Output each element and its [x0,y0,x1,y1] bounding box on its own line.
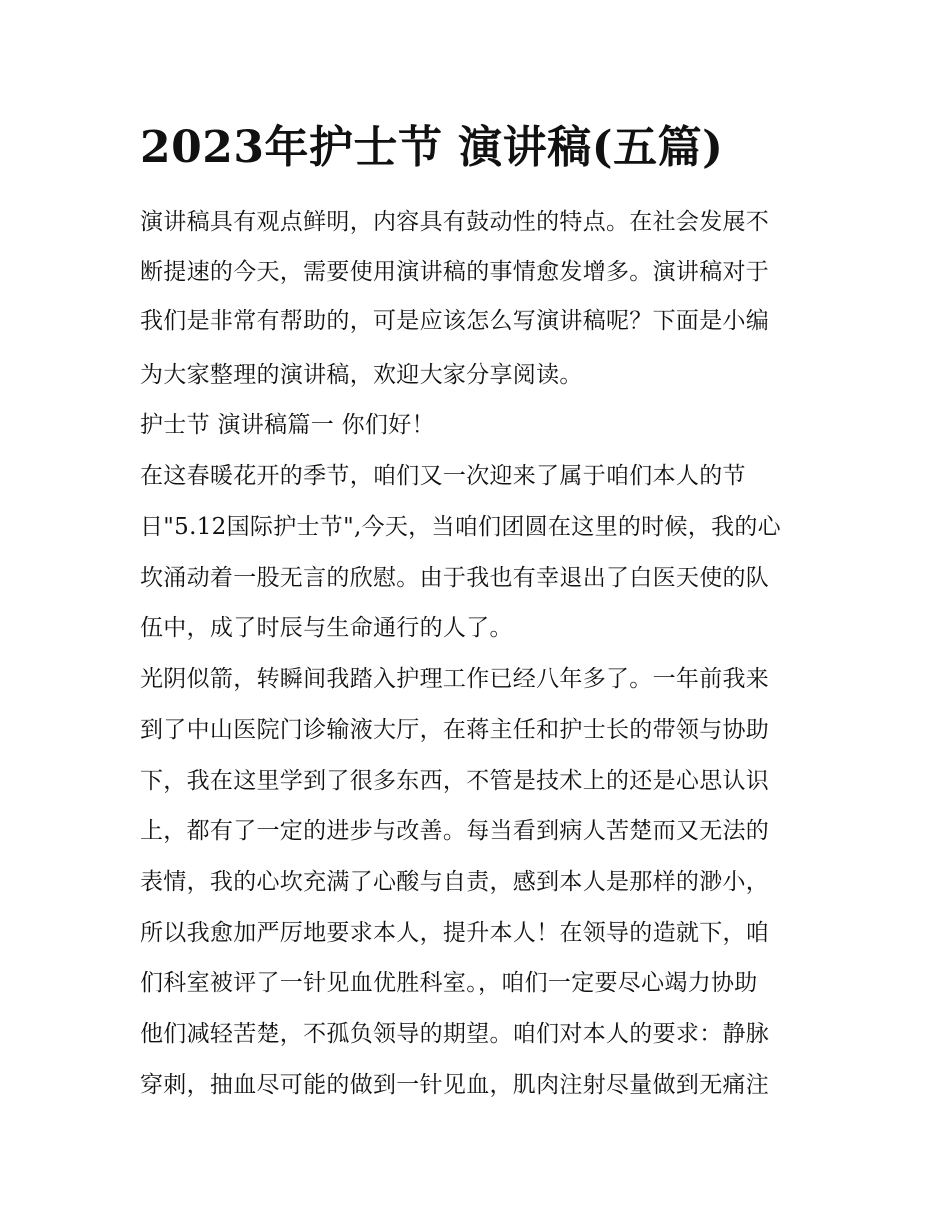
paragraph-line: 下，我在这里学到了很多东西，不管是技术上的还是心思认识 [140,768,770,794]
paragraph-line: 我们是非常有帮助的，可是应该怎么写演讲稿呢？下面是小编 [140,308,770,334]
paragraph-line: 光阴似箭，转瞬间我踏入护理工作已经八年多了。一年前我来 [140,666,770,692]
paragraph-line: 为大家整理的演讲稿，欢迎大家分享阅读。 [140,362,583,388]
paragraph-line: 断提速的今天，需要使用演讲稿的事情愈发增多。演讲稿对于 [140,259,770,285]
section-heading: 护士节 演讲稿篇一 你们好！ [140,412,435,438]
paragraph-line: 到了中山医院门诊输液大厅，在蒋主任和护士长的带领与协助 [140,717,770,743]
paragraph-line: 日"5.12国际护士节",今天，当咱们团圆在这里的时候，我的心 [140,514,781,540]
paragraph-line: 穿刺，抽血尽可能的做到一针见血，肌肉注射尽量做到无痛注 [140,1072,770,1098]
paragraph-line: 所以我愈加严厉地要求本人，提升本人！在领导的造就下，咱 [140,920,770,946]
paragraph-line: 在这春暖花开的季节，咱们又一次迎来了属于咱们本人的节 [140,463,746,489]
paragraph-line: 演讲稿具有观点鲜明，内容具有鼓动性的特点。在社会发展不 [140,209,770,235]
paragraph-line: 们科室被评了一针见血优胜科室。，咱们一定要尽心竭力协助 [140,970,758,996]
document-title: 2023年护士节 演讲稿(五篇) [140,122,724,173]
paragraph-line: 坎涌动着一股无言的欣慰。由于我也有幸退出了白医天使的队 [140,565,770,591]
paragraph-line: 表情，我的心坎充满了心酸与自责，感到本人是那样的渺小， [140,869,770,895]
paragraph-line: 他们减轻苦楚，不孤负领导的期望。咱们对本人的要求：静脉 [140,1021,770,1047]
paragraph-line: 上，都有了一定的进步与改善。每当看到病人苦楚而又无法的 [140,818,770,844]
paragraph-line: 伍中，成了时辰与生命通行的人了。 [140,615,513,641]
